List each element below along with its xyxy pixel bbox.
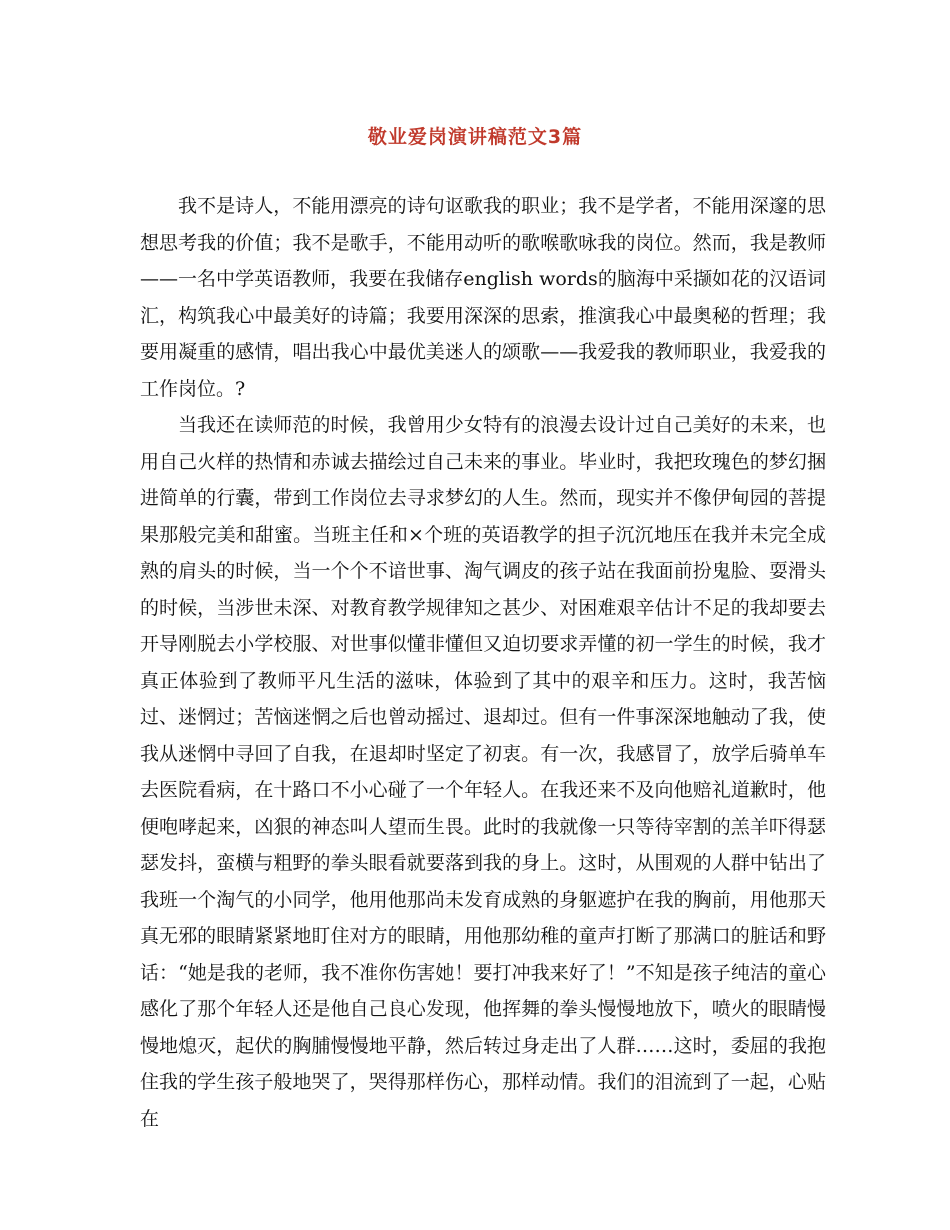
paragraph-1: 我不是诗人，不能用漂亮的诗句讴歌我的职业；我不是学者，不能用深邃的思想思考我的价值；我不是歌手，不能用动听的歌喉歌咏我的岗位。然而，我是教师——一名中学英语教师，我要在我储存english words的脑海中采撷如花的汉语词汇，构筑我心中最美好的诗篇；我要用深深的思索，推演我心中最奥秘的哲理；我要用凝重的感情，唱出我心中最优美迷人的颂歌——我爱我的教师职业，我爱我的工作岗位。? [140, 195, 826, 400]
document-title: 敬业爱岗演讲稿范文3篇 [367, 126, 583, 148]
document-body [140, 188, 826, 1137]
paragraph-2: 当我还在读师范的时候，我曾用少女特有的浪漫去设计过自己美好的未来，也用自己火样的热情和赤诚去描绘过自己未来的事业。毕业时，我把玫瑰色的梦幻捆进简单的行囊，带到工作岗位去寻求梦幻的人生。然而，现实并不像伊甸园的菩提果那般完美和甜蜜。当班主任和×个班的英语教学的担子沉沉地压在我并未完全成熟的肩头的时候，当一个个不谙世事、淘气调皮的孩子站在我面前扮鬼脸、耍滑头的时候，当涉世未深、对教育教学规律知之甚少、对困难艰辛估计不足的我却要去开导刚脱去小学校服、对世事似懂非懂但又迫切要求弄懂的初一学生的时候，我才真正体验到了教师平凡生活的滋味，体验到了其中的艰辛和压力。这时，我苦恼过、迷惘过；苦恼迷惘之后也曾动摇过、退却过。但有一件事深深地触动了我，使我从迷惘中寻回了自我，在退却时坚定了初衷。有一次，我感冒了，放学后骑单车去医院看病，在十路口不小心碰了一个年轻人。在我还来不及向他赔礼道歉时，他便咆哮起来，凶狠的神态叫人望而生畏。此时的我就像一只等待宰割的羔羊吓得瑟瑟发抖，蛮横与粗野的拳头眼看就要落到我的身上。这时，从围观的人群中钻出了我班一个淘气的小同学，他用他那尚未发育成熟的身躯遮护在我的胸前，用他那天真无邪的眼睛紧紧地盯住对方的眼睛，用他那幼稚的童声打断了那满口的脏话和野话：“她是我的老师，我不准你伤害她！要打冲我来好了！”不知是孩子纯洁的童心感化了那个年轻人还是他自己良心发现，他挥舞的拳头慢慢地放下，喷火的眼睛慢慢地熄灭，起伏的胸脯慢慢地平静，然后转过身走出了人群……这时，委屈的我抱住我的学生孩子般地哭了，哭得那样伤心，那样动情。我们的泪流到了一起，心贴在 [140, 414, 826, 1130]
